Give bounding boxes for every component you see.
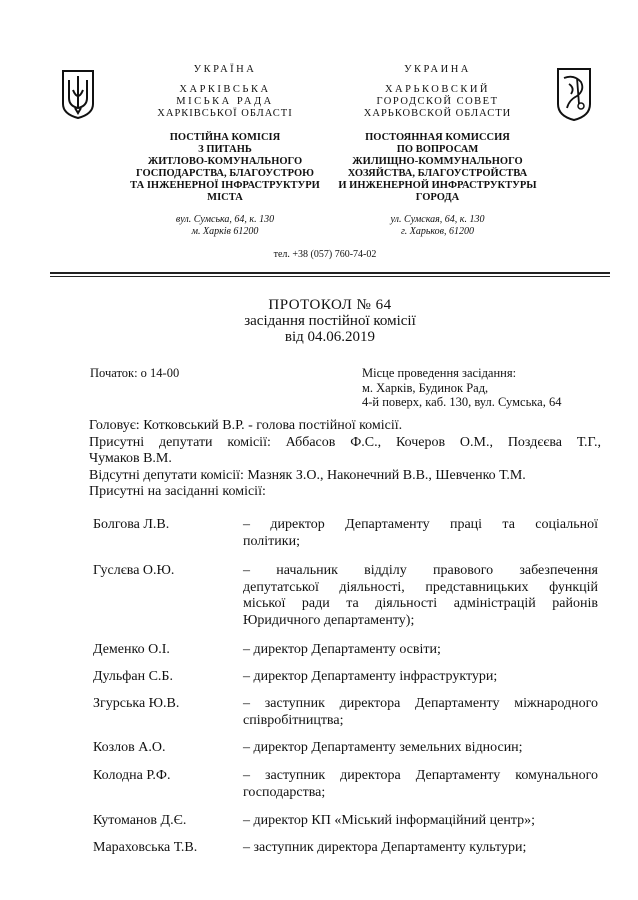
- participants-block: [89, 418, 601, 501]
- attendee-role: – директор Департаменту інфраструктури;: [243, 669, 498, 684]
- protocol-date: від 04.06.2019: [284, 329, 376, 345]
- header-ua: [110, 64, 340, 238]
- header-ru-address: ул. Сумская, 64, к. 130: [390, 214, 485, 225]
- meeting-place-label: Місце проведення засідання:: [362, 366, 517, 380]
- header-ua-commission-line: МІСТА: [207, 192, 243, 203]
- attendees-heading: Присутні на засіданні комісії:: [89, 484, 266, 499]
- attendee-name: Козлов А.О.: [93, 740, 166, 755]
- header-ua-address: м. Харків 61200: [191, 226, 259, 237]
- header-ua-address: вул. Сумська, 64, к. 130: [175, 214, 275, 225]
- header-phone: тел. +38 (057) 760-74-02: [273, 249, 377, 260]
- header-ru-council-line: ХАРЬКОВСКИЙ: [384, 84, 491, 95]
- attendee-role: – заступник директора Департаменту культури;: [243, 840, 527, 855]
- meeting-start: Початок: о 14-00: [90, 366, 180, 380]
- ukraine-trident-emblem: [60, 68, 96, 120]
- protocol-subtitle: засідання постійної комісії: [244, 313, 416, 329]
- attendee-role: – директор Департаменту праці та соціальної політики;: [243, 517, 598, 549]
- attendee-role: – директор КП «Міський інформаційний центр»;: [243, 813, 535, 828]
- attendee-name: Згурська Ю.В.: [93, 696, 180, 711]
- protocol-title: ПРОТОКОЛ № 64: [268, 297, 392, 313]
- header-ru-commission-line: ЖИЛИЩНО-КОММУНАЛЬНОГО: [352, 156, 523, 167]
- attendee-name: Гуслєва О.Ю.: [93, 563, 175, 578]
- header-ru-address: г. Харьков, 61200: [400, 226, 475, 237]
- attendee-name: Кутоманов Д.Є.: [93, 813, 187, 828]
- present-deputies-line: Чумаков В.М.: [89, 451, 172, 466]
- header-ua-commission-line: З ПИТАНЬ: [198, 144, 252, 155]
- header-ua-commission-line: ГОСПОДАРСТВА, БЛАГОУСТРОЮ: [136, 168, 314, 179]
- header-divider-thin: [50, 276, 610, 277]
- header-ru-commission-line: ГОРОДА: [415, 192, 460, 203]
- attendee-name: Мараховська Т.В.: [93, 840, 198, 855]
- meeting-place-line: 4-й поверх, каб. 130, вул. Сумська, 64: [362, 395, 562, 409]
- header-ru-council-line: ГОРОДСКОЙ СОВЕТ: [376, 96, 499, 107]
- header-ua-council-line: МІСЬКА РАДА: [176, 96, 274, 107]
- header-ru-commission-line: ХОЗЯЙСТВА, БЛАГОУСТРОЙСТВА: [347, 168, 528, 179]
- header-ua-country: УКРАЇНА: [193, 64, 257, 75]
- header-ua-commission-line: ТА ІНЖЕНЕРНОЇ ІНФРАСТРУКТУРИ: [130, 180, 320, 191]
- header-ua-council-line: ХАРКІВСЬКА: [179, 84, 271, 95]
- attendee-role: – директор Департаменту освіти;: [243, 642, 441, 657]
- attendee-name: Дульфан С.Б.: [93, 669, 173, 684]
- meeting-place: [362, 366, 561, 410]
- header-ru-country: УКРАИНА: [404, 64, 471, 75]
- header-ru-council-line: ХАРЬКОВСКОЙ ОБЛАСТИ: [363, 108, 512, 119]
- kharkiv-coat-of-arms: [555, 66, 593, 122]
- attendee-name: Колодна Р.Ф.: [93, 768, 171, 783]
- protocol-title-block: [170, 297, 490, 345]
- header-ru-commission-line: ПО ВОПРОСАМ: [396, 144, 479, 155]
- meeting-place-line: м. Харків, Будинок Рад,: [362, 380, 489, 395]
- header-divider-thick: [50, 272, 610, 274]
- attendee-role: – директор Департаменту земельних відносин;: [243, 740, 523, 755]
- header-ua-council-line: ХАРКІВСЬКОЇ ОБЛАСТІ: [157, 108, 293, 119]
- attendee-role: – начальник відділу правового забезпечення депутатської діяльності, представницьких функцій міської ради та діяльності адміністрацій районів Юридичного департаменту);: [243, 563, 598, 628]
- present-deputies-line: Присутні депутати комісії: Аббасов Ф.С., Кочеров О.М., Поздєєва Т.Г.,: [89, 434, 601, 450]
- attendee-role: – заступник директора Департаменту міжнародного співробітництва;: [243, 696, 598, 728]
- header-ua-commission-line: ЖИТЛОВО-КОМУНАЛЬНОГО: [147, 156, 303, 167]
- header-ru-commission-line: И ИНЖЕНЕРНОЙ ИНФРАСТРУКТУРЫ: [338, 180, 537, 191]
- header-ua-commission-line: ПОСТІЙНА КОМІСІЯ: [169, 132, 281, 143]
- attendee-role: – заступник директора Департаменту комунального господарства;: [243, 768, 598, 800]
- chair-line: Головує: Котковський В.Р. - голова постійної комісії.: [89, 418, 403, 433]
- absent-deputies-line: Відсутні депутати комісії: Мазняк З.О., Наконечний В.В., Шевченко Т.М.: [89, 467, 526, 483]
- attendee-name: Деменко О.І.: [93, 642, 170, 657]
- header-ru-commission-line: ПОСТОЯННАЯ КОМИССИЯ: [365, 132, 510, 143]
- attendee-name: Болгова Л.В.: [93, 517, 170, 532]
- header-ru: [330, 64, 545, 238]
